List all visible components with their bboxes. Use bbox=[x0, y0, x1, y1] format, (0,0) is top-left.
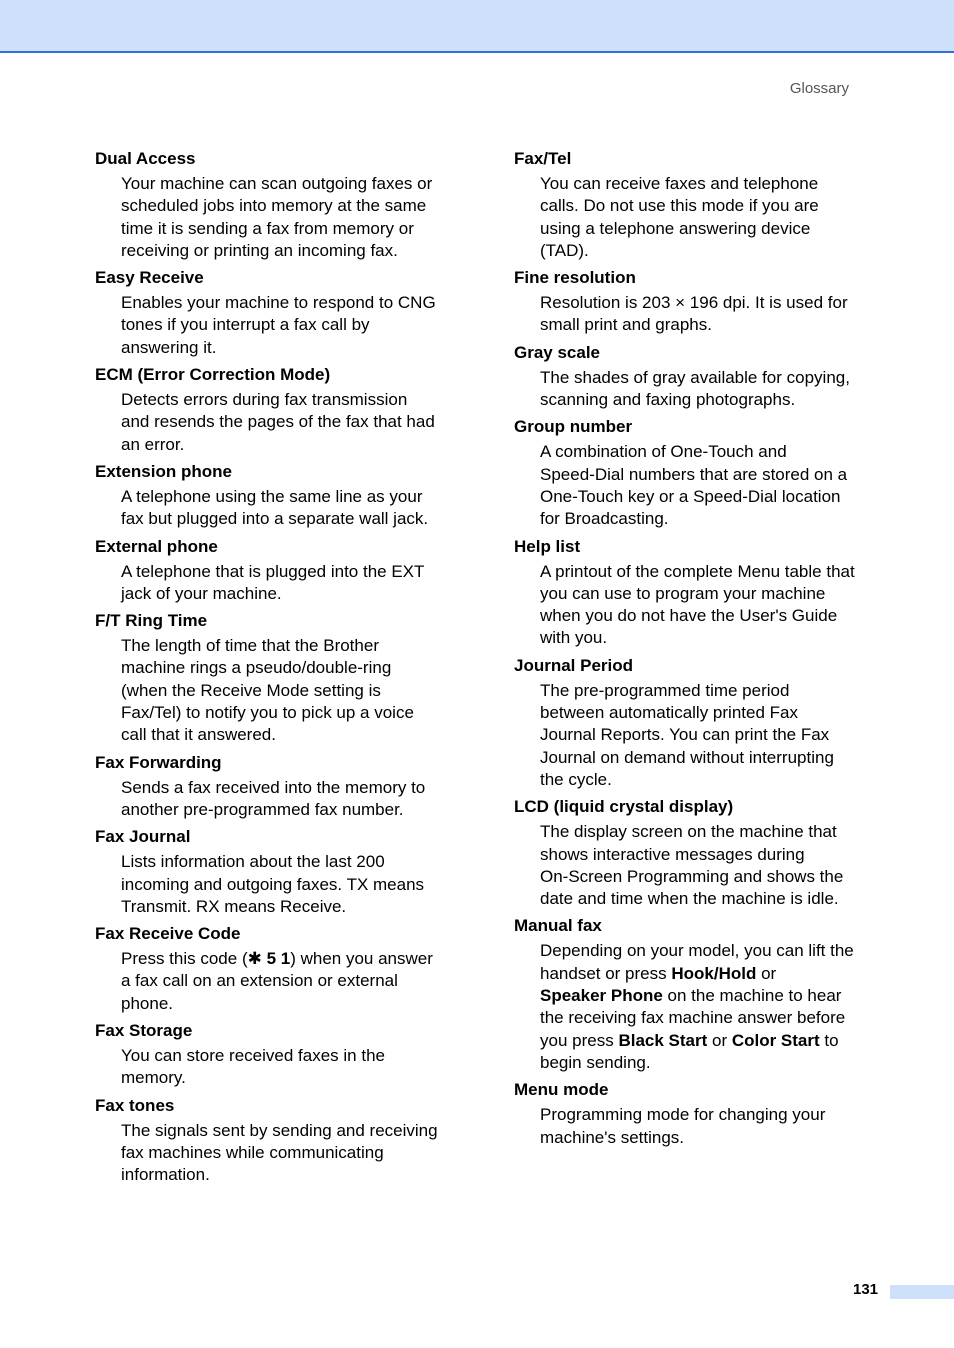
glossary-entry bbox=[514, 916, 894, 1074]
glossary-entry bbox=[514, 1080, 894, 1149]
glossary-entry bbox=[514, 537, 894, 650]
glossary-entry bbox=[514, 149, 894, 262]
glossary-right-column bbox=[514, 149, 894, 1155]
term-title: Fax tones bbox=[95, 1095, 175, 1115]
glossary-entry bbox=[95, 149, 475, 262]
term-title: Easy Receive bbox=[95, 268, 204, 288]
term-title: Gray scale bbox=[514, 342, 601, 362]
term-title: Manual fax bbox=[514, 916, 602, 936]
glossary-entry bbox=[95, 827, 475, 918]
speaker-phone-key: Speaker Phone bbox=[540, 986, 663, 1006]
term-title: Group number bbox=[514, 417, 633, 437]
glossary-entry bbox=[514, 268, 894, 337]
glossary-entry bbox=[95, 1021, 475, 1090]
receive-code: 5 1 bbox=[261, 949, 291, 969]
term-title: Fax Receive Code bbox=[95, 924, 241, 944]
glossary-entry bbox=[514, 343, 894, 412]
term-description: Resolution is 203 × 196 dpi. It is used for small print and graphs. bbox=[540, 293, 848, 335]
term-title: Fax Journal bbox=[95, 827, 191, 847]
glossary-left-column bbox=[95, 149, 475, 1193]
glossary-entry bbox=[95, 462, 475, 531]
glossary-entry bbox=[95, 365, 475, 456]
term-title: Help list bbox=[514, 536, 581, 556]
term-description: A telephone that is plugged into the EXT jack of your machine. bbox=[121, 561, 425, 603]
term-description: Press this code (✱ 5 1) when you answer a fax call on an extension or external phone. bbox=[121, 949, 433, 1013]
term-title: Journal Period bbox=[514, 655, 634, 675]
page-number: 131 bbox=[853, 1281, 879, 1298]
term-description: Depending on your model, you can lift the handset or press Hook/Hold or Speaker Phone on the machine to hear the receiving fax machine answer before you press Black Start or Color Start to begin sending. bbox=[540, 941, 854, 1072]
term-description: Enables your machine to respond to CNG tones if you interrupt a fax call by answering it. bbox=[121, 293, 436, 357]
glossary-entry bbox=[514, 656, 894, 791]
term-description: Programming mode for changing your machine's settings. bbox=[540, 1105, 826, 1147]
term-title: Menu mode bbox=[514, 1080, 609, 1100]
page-tab-marker bbox=[890, 1285, 954, 1299]
star-code-icon: ✱ bbox=[247, 949, 262, 969]
term-title: LCD (liquid crystal display) bbox=[514, 797, 734, 817]
term-description: Detects errors during fax transmission and resends the pages of the fax that had an error. bbox=[121, 390, 435, 454]
header-band bbox=[0, 0, 954, 53]
glossary-entry bbox=[95, 924, 475, 1015]
color-start-key: Color Start bbox=[731, 1030, 820, 1050]
term-title: Extension phone bbox=[95, 461, 232, 481]
term-description: A combination of One-Touch and Speed-Dial numbers that are stored on a One-Touch key or a Speed-Dial location for Broadcasting. bbox=[540, 442, 848, 529]
term-description: A printout of the complete Menu table that you can use to program your machine when you do not have the User's Guide with you. bbox=[540, 561, 855, 648]
term-title: Dual Access bbox=[95, 149, 196, 168]
glossary-entry bbox=[514, 417, 894, 530]
term-description: The pre-programmed time period between automatically printed Fax Journal Reports. You can print the Fax Journal on demand without interrupting the cycle. bbox=[540, 680, 834, 789]
term-description: A telephone using the same line as your fax but plugged into a separate wall jack. bbox=[121, 486, 429, 529]
black-start-key: Black Start bbox=[618, 1030, 708, 1050]
term-description: Lists information about the last 200 incoming and outgoing faxes. TX means Transmit. RX means Receive. bbox=[121, 852, 425, 916]
glossary-entry bbox=[95, 753, 475, 822]
glossary-entry bbox=[514, 797, 894, 910]
term-description: You can store received faxes in the memory. bbox=[121, 1046, 385, 1088]
term-title: Fine resolution bbox=[514, 268, 636, 288]
term-title: Fax Forwarding bbox=[95, 752, 222, 772]
term-title: Fax/Tel bbox=[514, 149, 572, 168]
section-label: Glossary bbox=[789, 80, 849, 97]
hook-hold-key: Hook/Hold bbox=[671, 963, 757, 983]
term-title: F/T Ring Time bbox=[95, 611, 208, 631]
glossary-entry bbox=[95, 1096, 475, 1187]
term-description: The signals sent by sending and receiving fax machines while communicating information. bbox=[121, 1120, 438, 1185]
term-description: The shades of gray available for copying, scanning and faxing photographs. bbox=[540, 367, 850, 410]
term-title: External phone bbox=[95, 536, 218, 556]
term-description: You can receive faxes and telephone calls. Do not use this mode if you are using a telephone answering device (TAD). bbox=[540, 174, 819, 260]
term-title: Fax Storage bbox=[95, 1021, 193, 1041]
glossary-entry bbox=[95, 611, 475, 746]
term-title: ECM (Error Correction Mode) bbox=[95, 365, 331, 385]
glossary-entry bbox=[95, 268, 475, 359]
term-description: Your machine can scan outgoing faxes or scheduled jobs into memory at the same time it is sending a fax from memory or receiving or printing an incoming fax. bbox=[121, 174, 433, 260]
term-description: Sends a fax received into the memory to another pre-programmed fax number. bbox=[121, 777, 426, 819]
glossary-entry bbox=[95, 537, 475, 606]
term-description: The display screen on the machine that shows interactive messages during On-Screen Programming and shows the date and time when the machine is idle. bbox=[540, 822, 844, 909]
term-description: The length of time that the Brother machine rings a pseudo/double-ring (when the Receive Mode setting is Fax/Tel) to notify you to pick up a voice call that it answered. bbox=[121, 636, 414, 745]
